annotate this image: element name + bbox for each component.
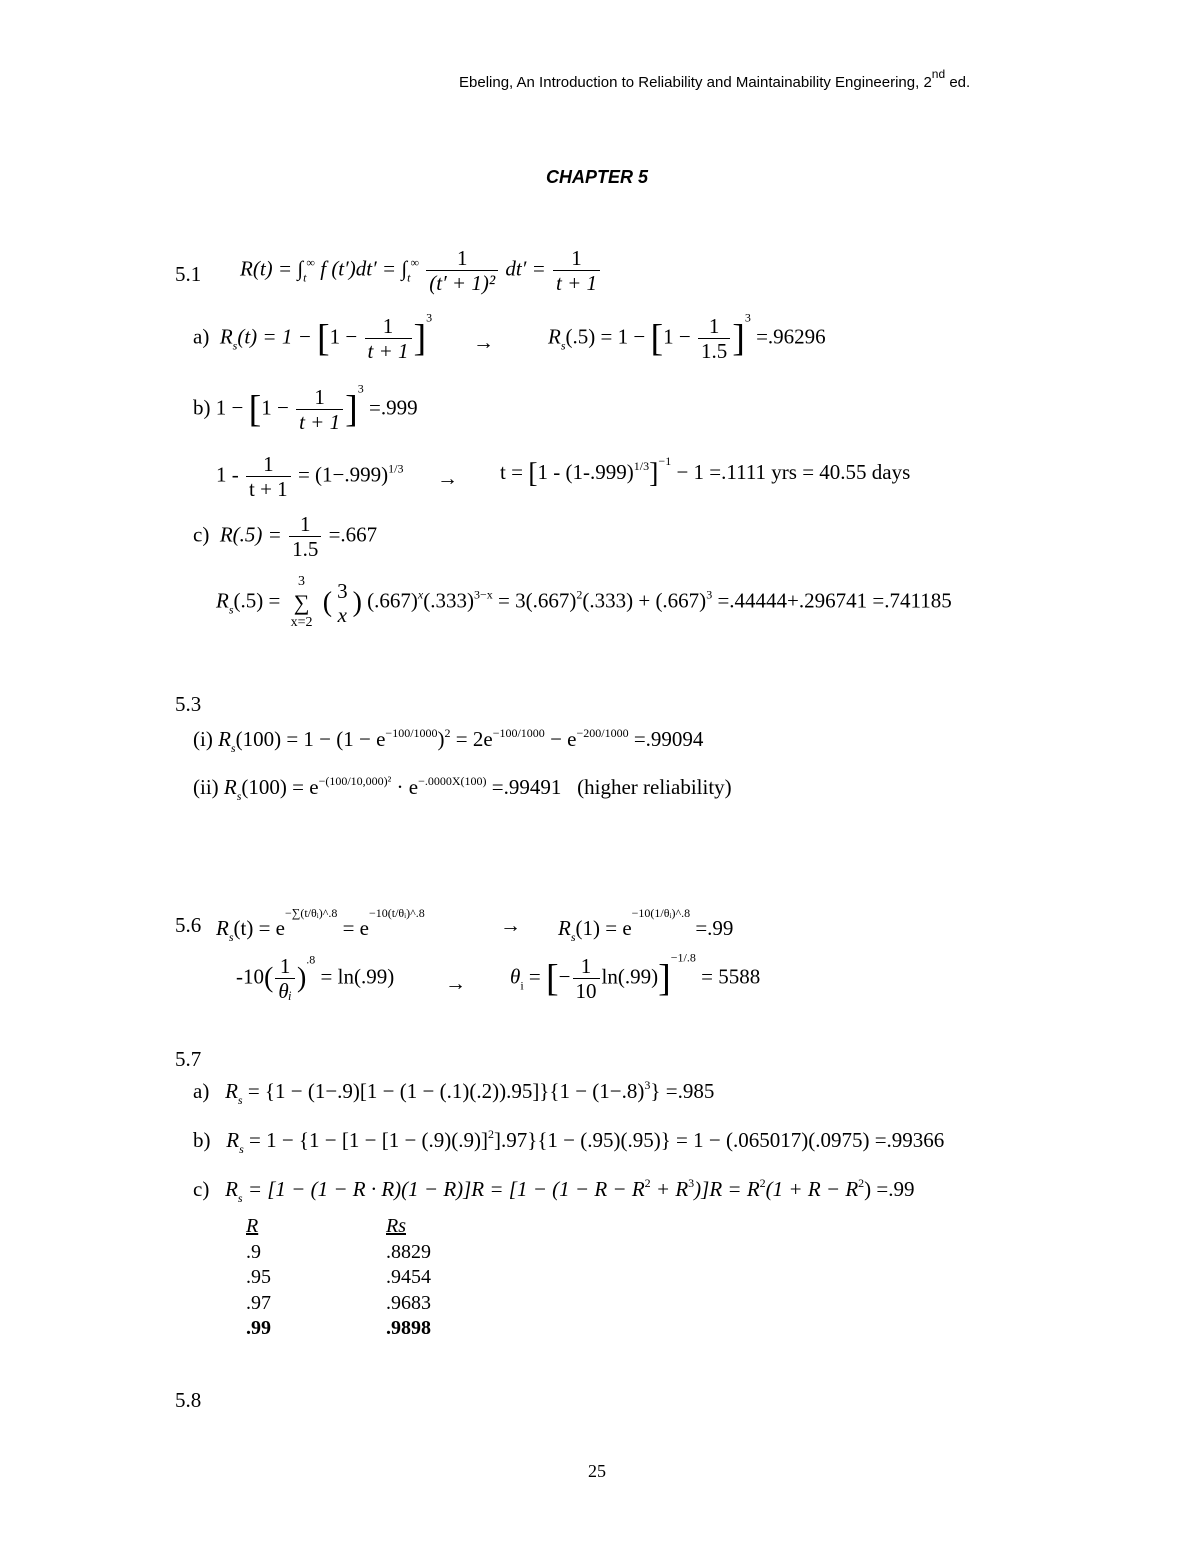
table-row (246, 1265, 431, 1291)
table-header-row (246, 1214, 431, 1240)
table-cell: .9454 (386, 1266, 431, 1289)
equation-5-7-a: a) $R_s = \{1 - (1-.9)[1 - (1 - (.1)(.2)).95]\}\{1 - (1-.8)^3\} =.985$ (193, 1078, 715, 1107)
table-cell: .9683 (386, 1291, 431, 1314)
equation-5-6-line1-rhs: $R_s(1) = e^{-10(1/\theta ᵢ)\^{}.8} =.99$ (558, 906, 734, 944)
equation-5-1-a-result: $R_s(.5) = 1 - [1$ − $\frac{1}{1.5}$ ]$^3$ =.96296 (548, 310, 826, 364)
arrow-5-6-line1: → (500, 913, 521, 937)
table-cell: .8829 (386, 1240, 431, 1263)
equation-5-1-c: c) R(.5) = $\frac{1}{1.5}$ =.667 (193, 512, 378, 562)
equation-5-6-line1: $R_s(t) = e^{-\sum(t/\theta ᵢ)\^{}.8} = e^{-10(t/\theta ᵢ)\^{}.8}$ (216, 906, 425, 944)
arrow-5-1-a: → (473, 330, 494, 354)
equation-5-1-b-line2: 1 - $\frac{1}{t + 1}$ = $(1-.999)^{1/3}$ (216, 452, 404, 502)
table-cell: .9898 (386, 1317, 431, 1340)
table-header-r: R (246, 1215, 259, 1238)
problem-number-5-6: 5.6 (175, 913, 202, 937)
chapter-title: CHAPTER 5 (546, 167, 649, 187)
page-number: 25 (588, 1461, 606, 1481)
table-cell: .9 (246, 1240, 261, 1263)
equation-5-1-b-solution: $t = [1 - (1-.999)^{1/3}]^{-1} - 1 =.1111$ yrs = 40.55 days (500, 454, 911, 490)
table-row (246, 1240, 431, 1266)
table-cell: .95 (246, 1266, 271, 1289)
problem-number-5-7: 5.7 (175, 1047, 202, 1071)
equation-5-6-line2: -10( $\frac{1}{\text{θᵢ}}$ )$^{.8}$ = ln(.99) (236, 952, 395, 1004)
equation-5-1-a: a) $R_s(t) = 1 - [1$ − $\frac{1}{t + 1}$ ]$^3$ (193, 310, 433, 364)
equation-5-1-c-line2: $R_s(.5)$ = 3 ∑ x=2 ( 3 x ) $(.667)^x(.333)^{3-x} = 3(.667)^2(.333) + (.667)^3 =.44444+.296741 =.741185$ (216, 574, 952, 631)
table-cell: .97 (246, 1291, 271, 1314)
problem-number-5-1: 5.1 (175, 262, 202, 286)
equation-5-6-line2-rhs: $\theta_i$ = [− $\frac{1}{10}$ ln(.99)]$^{-1/.8}$ = 5588 (510, 950, 761, 1004)
equation-5-1-main: $R(t) = \int_t^\infty$ f $(t')dt' = \int_t^\infty$ $\frac{1}{\text{(t′ + 1)²}}$ dt′ = $\frac{1}{t + 1}$ (240, 246, 602, 295)
problem-number-5-8: 5.8 (175, 1388, 202, 1412)
arrow-5-6-line2: → (445, 971, 466, 995)
equation-5-3-ii: (ii) $R_s(100) = e^{-(100/10,000)^2} \cdot e^{-.0000X(100)} =.99491$ (higher reliability) (193, 774, 732, 803)
reliability-table (246, 1214, 431, 1342)
equation-5-3-i: (i) $R_s(100) = 1 - (1 - e^{-100/1000})^2 = 2e^{-100/1000} - e^{-200/1000} =.99094$ (193, 726, 704, 755)
table-row (246, 1291, 431, 1317)
arrow-5-1-b: → (437, 466, 458, 490)
table-row (246, 1316, 431, 1342)
table-header-rs: Rs (386, 1215, 406, 1238)
running-header: Ebeling, An Introduction to Reliability and Maintainability Engineering, 2nd ed. (459, 67, 971, 91)
equation-5-1-b: b) 1 − [1 − $\frac{1}{t + 1}$ ]$^3$ =.999 (193, 381, 418, 435)
problem-number-5-3: 5.3 (175, 692, 202, 716)
table-cell: .99 (246, 1317, 271, 1340)
equation-5-7-c: c) $R_s = [1 - (1 - R \cdot R)(1 - R)]R = [1 - (1 - R - R^2 + R^3)]R = R^2(1 + R - R^2) =.99$ (193, 1176, 915, 1205)
equation-5-7-b: b) $R_s = 1 - \{1 - [1 - [1 - (.9)(.9)]^2].97\}\{1 - (.95)(.95)\} = 1 - (.065017)(.0975) =.99366$ (193, 1127, 945, 1156)
